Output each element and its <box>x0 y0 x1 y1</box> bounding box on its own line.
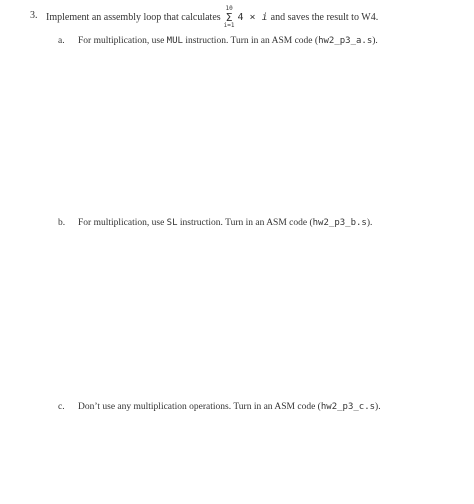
summation-expression-var: i <box>261 11 268 23</box>
question-number: 3. <box>30 10 38 21</box>
question-text-before: Implement an assembly loop that calculates <box>46 11 221 23</box>
part-a-label: a. <box>58 36 65 46</box>
part-b-label: b. <box>58 218 66 228</box>
part-c-filename: hw2_p3_c.s <box>320 402 376 412</box>
part-b-filename: hw2_p3_b.s <box>312 218 367 228</box>
part-a-text-2: instruction. Turn in an ASM code ( <box>182 36 319 46</box>
part-a <box>58 36 378 46</box>
part-b-text-3: ). <box>366 218 373 228</box>
part-c-label: c. <box>58 402 65 412</box>
part-b-text <box>78 218 372 228</box>
summation-expression <box>238 12 268 23</box>
summation-lower-limit: i=1 <box>223 21 235 29</box>
part-b <box>58 218 372 228</box>
summation-expression-prefix: 4 × <box>237 11 262 23</box>
part-b-instruction-code: SL <box>166 218 178 228</box>
summation-upper-limit: 10 <box>225 4 233 12</box>
question-text <box>46 0 378 34</box>
part-c <box>58 402 381 412</box>
summation <box>224 6 235 29</box>
part-a-text <box>78 36 378 46</box>
part-b-text-2: instruction. Turn in an ASM code ( <box>177 218 313 228</box>
part-a-instruction-code: MUL <box>166 36 183 46</box>
part-c-text-1: Don’t use any multiplication operations. Turn in an ASM code ( <box>78 402 321 412</box>
part-b-text-1: For multiplication, use <box>78 218 167 228</box>
part-c-text-2: ). <box>375 402 381 412</box>
part-a-text-3: ). <box>372 36 378 46</box>
part-a-text-1: For multiplication, use <box>78 36 167 46</box>
part-a-filename: hw2_p3_a.s <box>318 36 373 46</box>
question-text-after: and saves the result to W4. <box>270 11 379 23</box>
part-c-text <box>78 402 381 412</box>
summation-sign: Σ <box>225 10 233 24</box>
